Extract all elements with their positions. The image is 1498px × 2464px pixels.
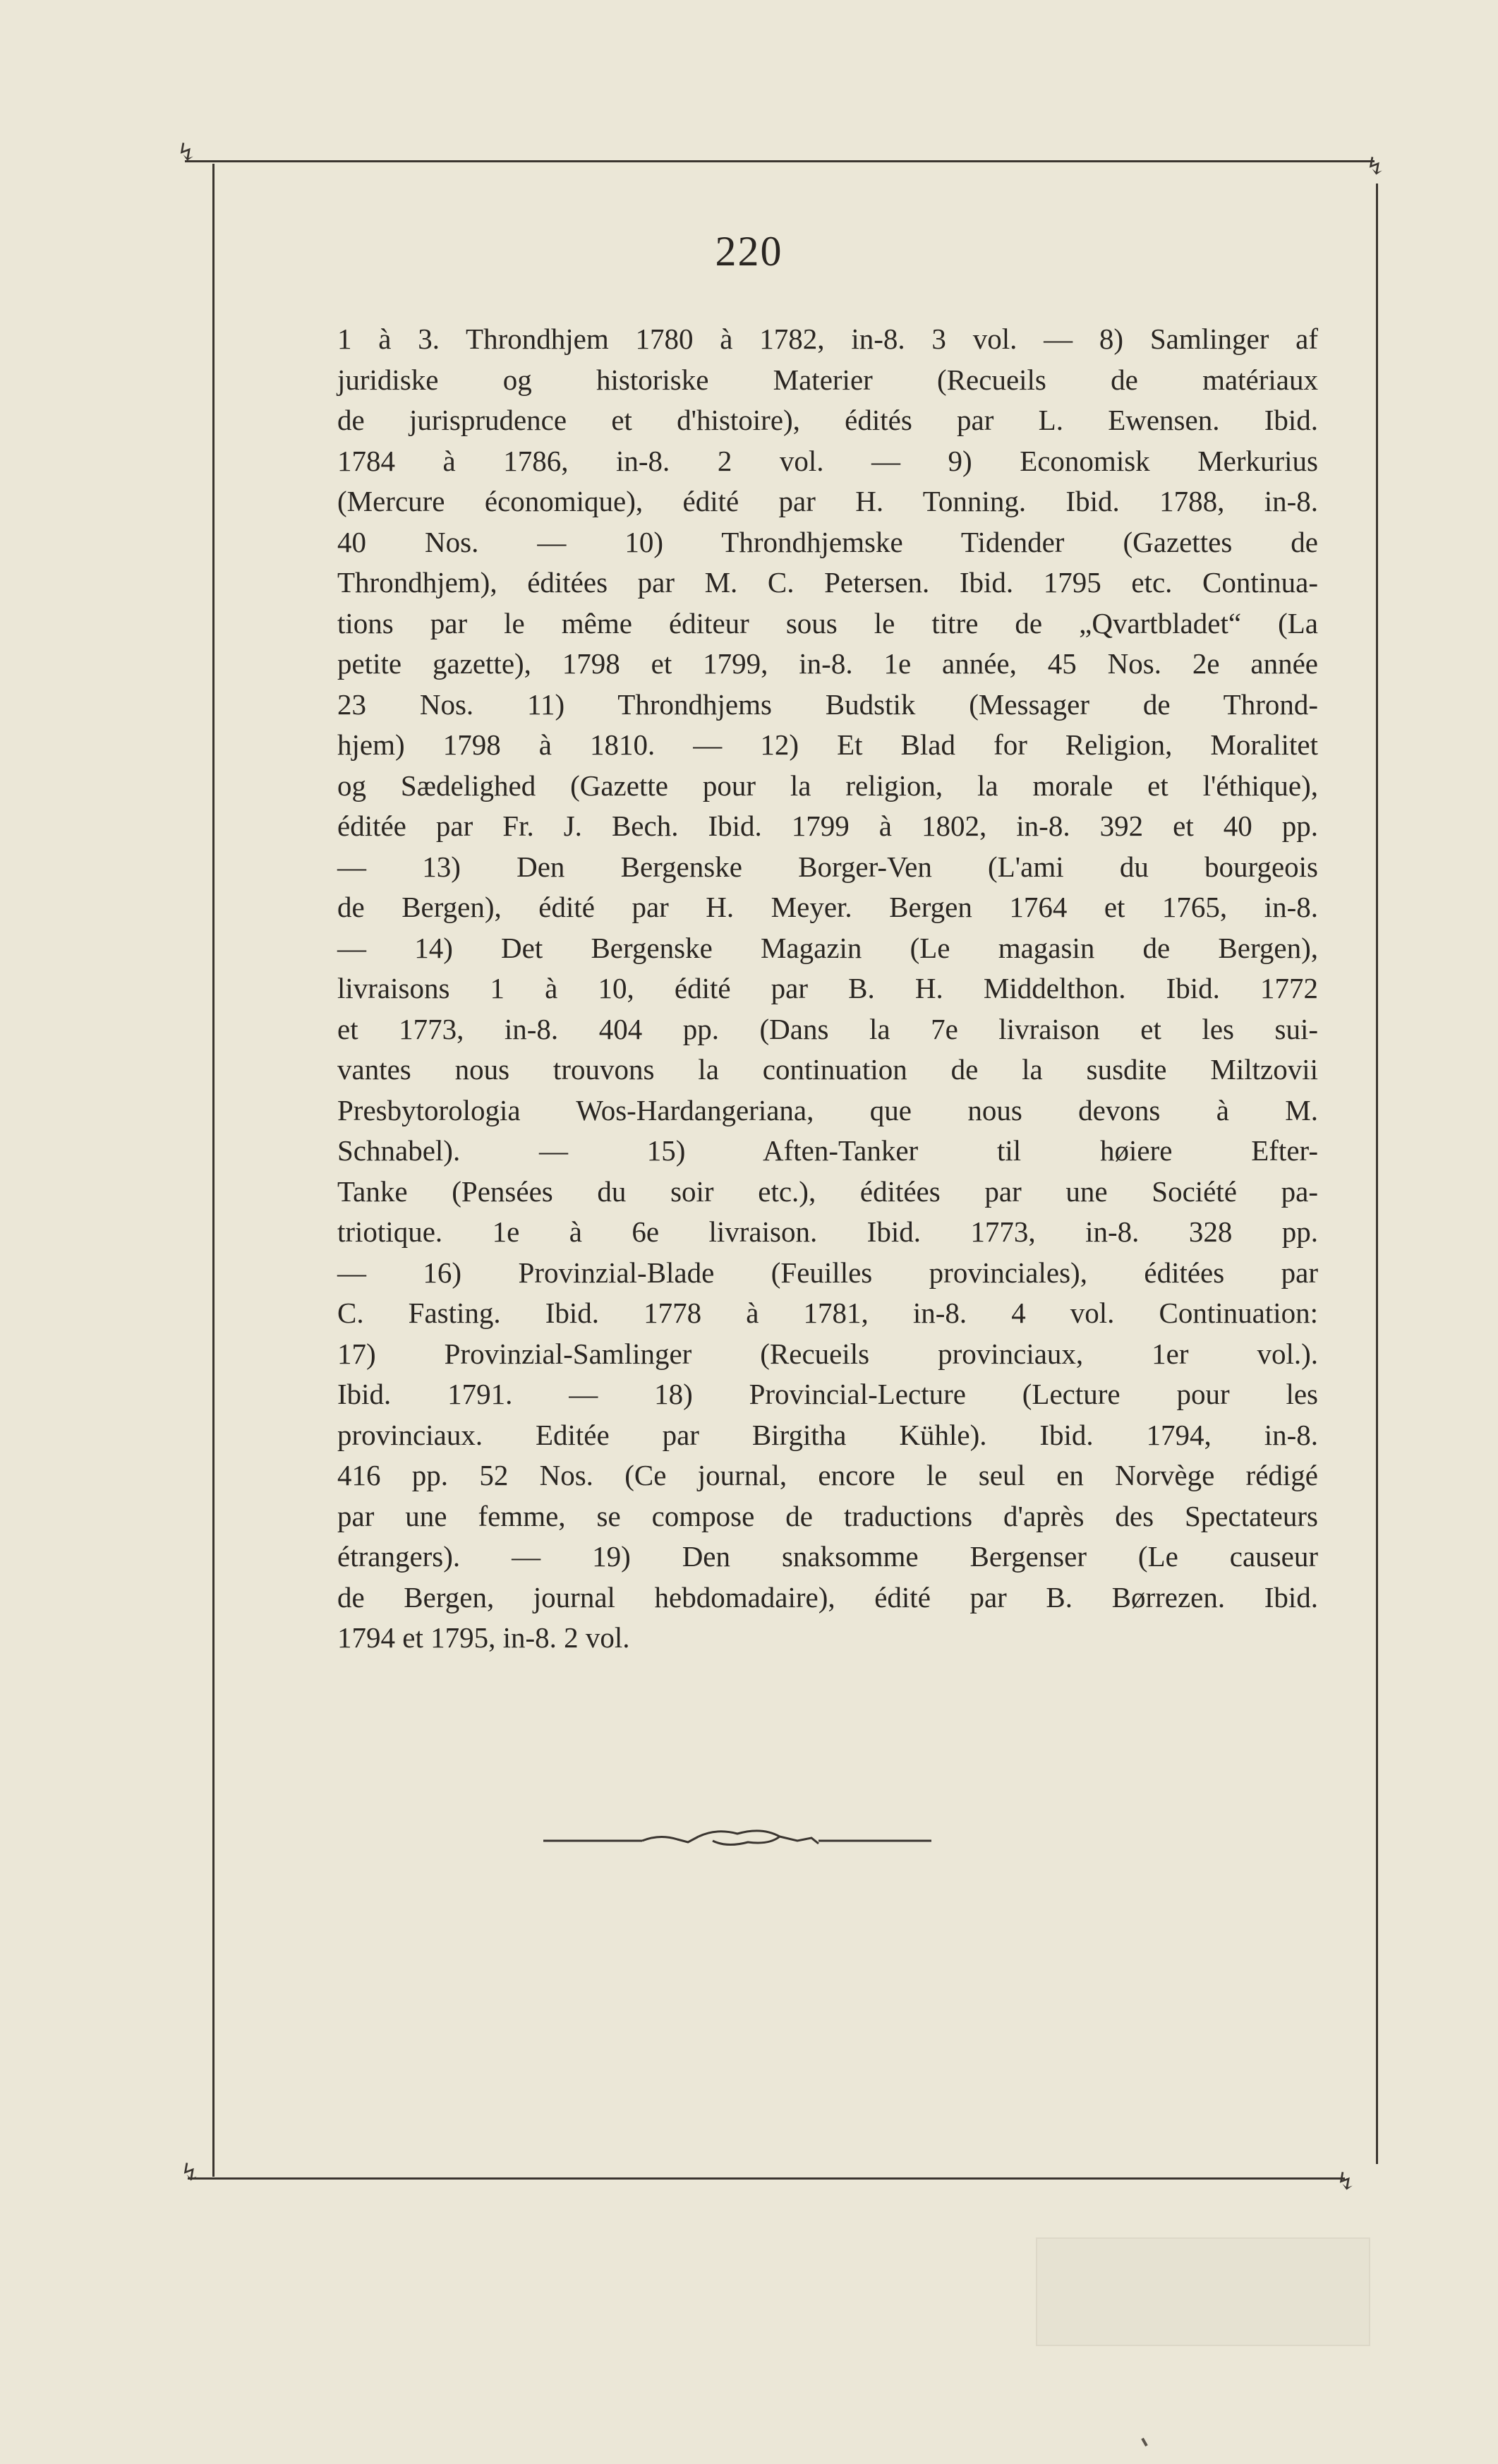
text-line: petite gazette), 1798 et 1799, in-8. 1e année, 45 Nos. 2e année xyxy=(337,647,1318,680)
text-line: de jurisprudence et d'histoire), édités par L. Ewensen. Ibid. xyxy=(337,404,1318,436)
text-line: triotique. 1e à 6e livraison. Ibid. 1773, in-8. 328 pp. xyxy=(337,1215,1318,1248)
body-text xyxy=(337,319,1318,1659)
corner-ornament-icon: ↯ xyxy=(180,2160,200,2186)
text-line: 1794 et 1795, in-8. 2 vol. xyxy=(337,1621,630,1654)
text-line: hjem) 1798 à 1810. — 12) Et Blad for Religion, Moralitet xyxy=(337,728,1318,761)
frame-right-rule xyxy=(1376,184,1378,2164)
text-line: C. Fasting. Ibid. 1778 à 1781, in-8. 4 vol. Continuation: xyxy=(337,1297,1318,1329)
text-line: Throndhjem), éditées par M. C. Petersen. Ibid. 1795 etc. Continua- xyxy=(337,566,1318,599)
text-line: (Mercure économique), édité par H. Tonning. Ibid. 1788, in-8. xyxy=(337,485,1318,517)
text-line: 23 Nos. 11) Throndhjems Budstik (Messager de Thrond- xyxy=(337,687,1318,721)
text-line: de Bergen, journal hebdomadaire), édité par B. Børrezen. Ibid. xyxy=(337,1580,1318,1613)
corner-ornament-icon: ↯ xyxy=(176,140,197,166)
text-line: provinciaux. Editée par Birgitha Kühle). Ibid. 1794, in-8. xyxy=(337,1418,1318,1451)
text-line: et 1773, in-8. 404 pp. (Dans la 7e livraison et les sui- xyxy=(337,1012,1318,1045)
text-line: 1 à 3. Throndhjem 1780 à 1782, in-8. 3 vol. — 8) Samlinger af xyxy=(337,323,1318,355)
text-line: — 16) Provinzial-Blade (Feuilles provinciales), éditées par xyxy=(337,1256,1318,1289)
text-line: de Bergen), édité par H. Meyer. Bergen 1764 et 1765, in-8. xyxy=(337,891,1318,923)
text-line: — 14) Det Bergenske Magazin (Le magasin de Bergen), xyxy=(337,931,1318,964)
corner-ornament-icon: ↯ xyxy=(1365,154,1386,180)
text-line: éditée par Fr. J. Bech. Ibid. 1799 à 1802, in-8. 392 et 40 pp. xyxy=(337,810,1318,842)
text-line: Schnabel). — 15) Aften-Tanker til høiere Efter- xyxy=(337,1134,1318,1167)
text-line: og Sædelighed (Gazette pour la religion, la morale et l'éthique), xyxy=(337,769,1318,802)
text-line: Ibid. 1791. — 18) Provincial-Lecture (Lecture pour les xyxy=(337,1378,1318,1410)
text-line: livraisons 1 à 10, édité par B. H. Middelthon. Ibid. 1772 xyxy=(337,972,1318,1004)
text-line: tions par le même éditeur sous le titre de „Qvartbladet“ (La xyxy=(337,606,1318,639)
scan-mark xyxy=(1141,2438,1147,2446)
frame-top-rule xyxy=(185,160,1375,162)
text-line: Presbytorologia Wos-Hardangeriana, que nous devons à M. xyxy=(337,1093,1318,1126)
text-line: vantes nous trouvons la continuation de la susdite Miltzovii xyxy=(337,1053,1318,1086)
text-line: 17) Provinzial-Samlinger (Recueils provinciaux, 1er vol.). xyxy=(337,1337,1318,1370)
scan-shadow-block xyxy=(1036,2237,1370,2346)
text-line: 416 pp. 52 Nos. (Ce journal, encore le seul en Norvège rédigé xyxy=(337,1459,1318,1491)
frame-bottom-rule xyxy=(188,2177,1345,2180)
corner-ornament-icon: ↯ xyxy=(1336,2169,1356,2195)
text-line: juridiske og historiske Materier (Recueils de matériaux xyxy=(337,363,1318,396)
text-line: 40 Nos. — 10) Throndhjemske Tidender (Gazettes de xyxy=(337,525,1318,558)
frame-left-rule xyxy=(212,164,215,2177)
scroll-divider-ornament-icon xyxy=(536,1821,960,1856)
page-number: 220 xyxy=(715,228,783,275)
text-line: — 13) Den Bergenske Borger-Ven (L'ami du bourgeois xyxy=(337,850,1318,883)
text-line: Tanke (Pensées du soir etc.), éditées par une Société pa- xyxy=(337,1174,1318,1208)
text-line: par une femme, se compose de traductions d'après des Spectateurs xyxy=(337,1499,1318,1532)
text-line: étrangers). — 19) Den snaksomme Bergenser (Le causeur xyxy=(337,1540,1318,1573)
text-line: 1784 à 1786, in-8. 2 vol. — 9) Economisk Merkurius xyxy=(337,444,1318,477)
